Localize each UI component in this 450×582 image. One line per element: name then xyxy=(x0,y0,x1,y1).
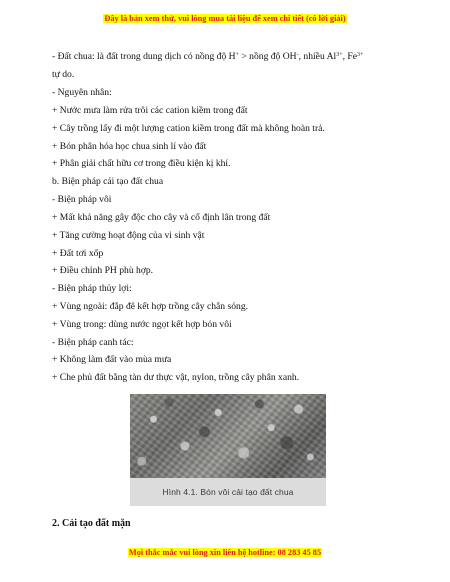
text-line: + Phân giải chất hữu cơ trong điều kiện kị khí. xyxy=(52,158,231,169)
text-line: + Đất tơi xốp xyxy=(52,248,104,259)
intro-text-a: - Đất chua: là đất trong dung dịch có nồng độ H xyxy=(52,51,236,62)
intro-line-1 xyxy=(52,51,426,63)
intro-sup-b: - xyxy=(296,52,299,58)
text-line: + Vùng trong: dùng nước ngọt kết hợp bón vôi xyxy=(52,319,232,330)
preview-banner-text: Đây là bản xem thử, vui lòng mua tài liệu để xem chi tiết (có lời giải) xyxy=(104,14,346,23)
text-line: + Không làm đất vào mùa mưa xyxy=(52,354,172,365)
text-line: + Che phủ đất bằng tàn dư thực vật, nylon, trồng cây phân xanh. xyxy=(52,372,300,383)
figure-lime-soil xyxy=(130,394,326,506)
preview-banner xyxy=(0,14,450,23)
text-line: b. Biện pháp cải tạo đất chua xyxy=(52,176,164,187)
text-line: + Nước mưa làm rửa trôi các cation kiềm trong đất xyxy=(52,105,248,116)
intro-sup-c: 3+ xyxy=(336,52,343,58)
text-line: - Biện pháp canh tác: xyxy=(52,337,134,348)
soil-photo xyxy=(130,394,326,478)
section-heading: 2. Cải tạo đất mặn xyxy=(52,518,131,529)
intro-text-d: , Fe xyxy=(342,51,357,62)
text-line: + Tăng cường hoạt động của vi sinh vật xyxy=(52,230,205,241)
text-line: - Biện pháp thủy lợi: xyxy=(52,283,132,294)
text-line: + Mất khả năng gây độc cho cây và cố định lân trong đất xyxy=(52,212,271,223)
hotline-banner-text: Mọi thắc mắc vui lòng xin liên hệ hotline: 08 283 45 85 xyxy=(128,548,322,557)
text-line: + Vùng ngoài: đắp đê kết hợp trồng cây chắn sóng. xyxy=(52,301,249,312)
figure-caption: Hình 4.1. Bón vôi cải tạo đất chua xyxy=(130,478,326,506)
intro-line-2: tự do. xyxy=(52,69,75,80)
intro-text-b: > nồng độ OH xyxy=(238,51,297,62)
text-line: + Cây trồng lấy đi một lượng cation kiềm trong đất mà không hoàn trả. xyxy=(52,123,325,134)
hotline-banner xyxy=(0,548,450,557)
text-line: + Điều chỉnh PH phù hợp. xyxy=(52,265,154,276)
intro-sup-a: + xyxy=(235,52,239,58)
text-line: + Bón phân hóa học chua sinh lí vào đất xyxy=(52,141,207,152)
intro-sup-d: 3+ xyxy=(356,52,364,58)
text-line: - Nguyên nhân: xyxy=(52,87,112,98)
text-line: - Biện pháp vôi xyxy=(52,194,112,205)
intro-text-c: , nhiều Al xyxy=(298,51,337,62)
